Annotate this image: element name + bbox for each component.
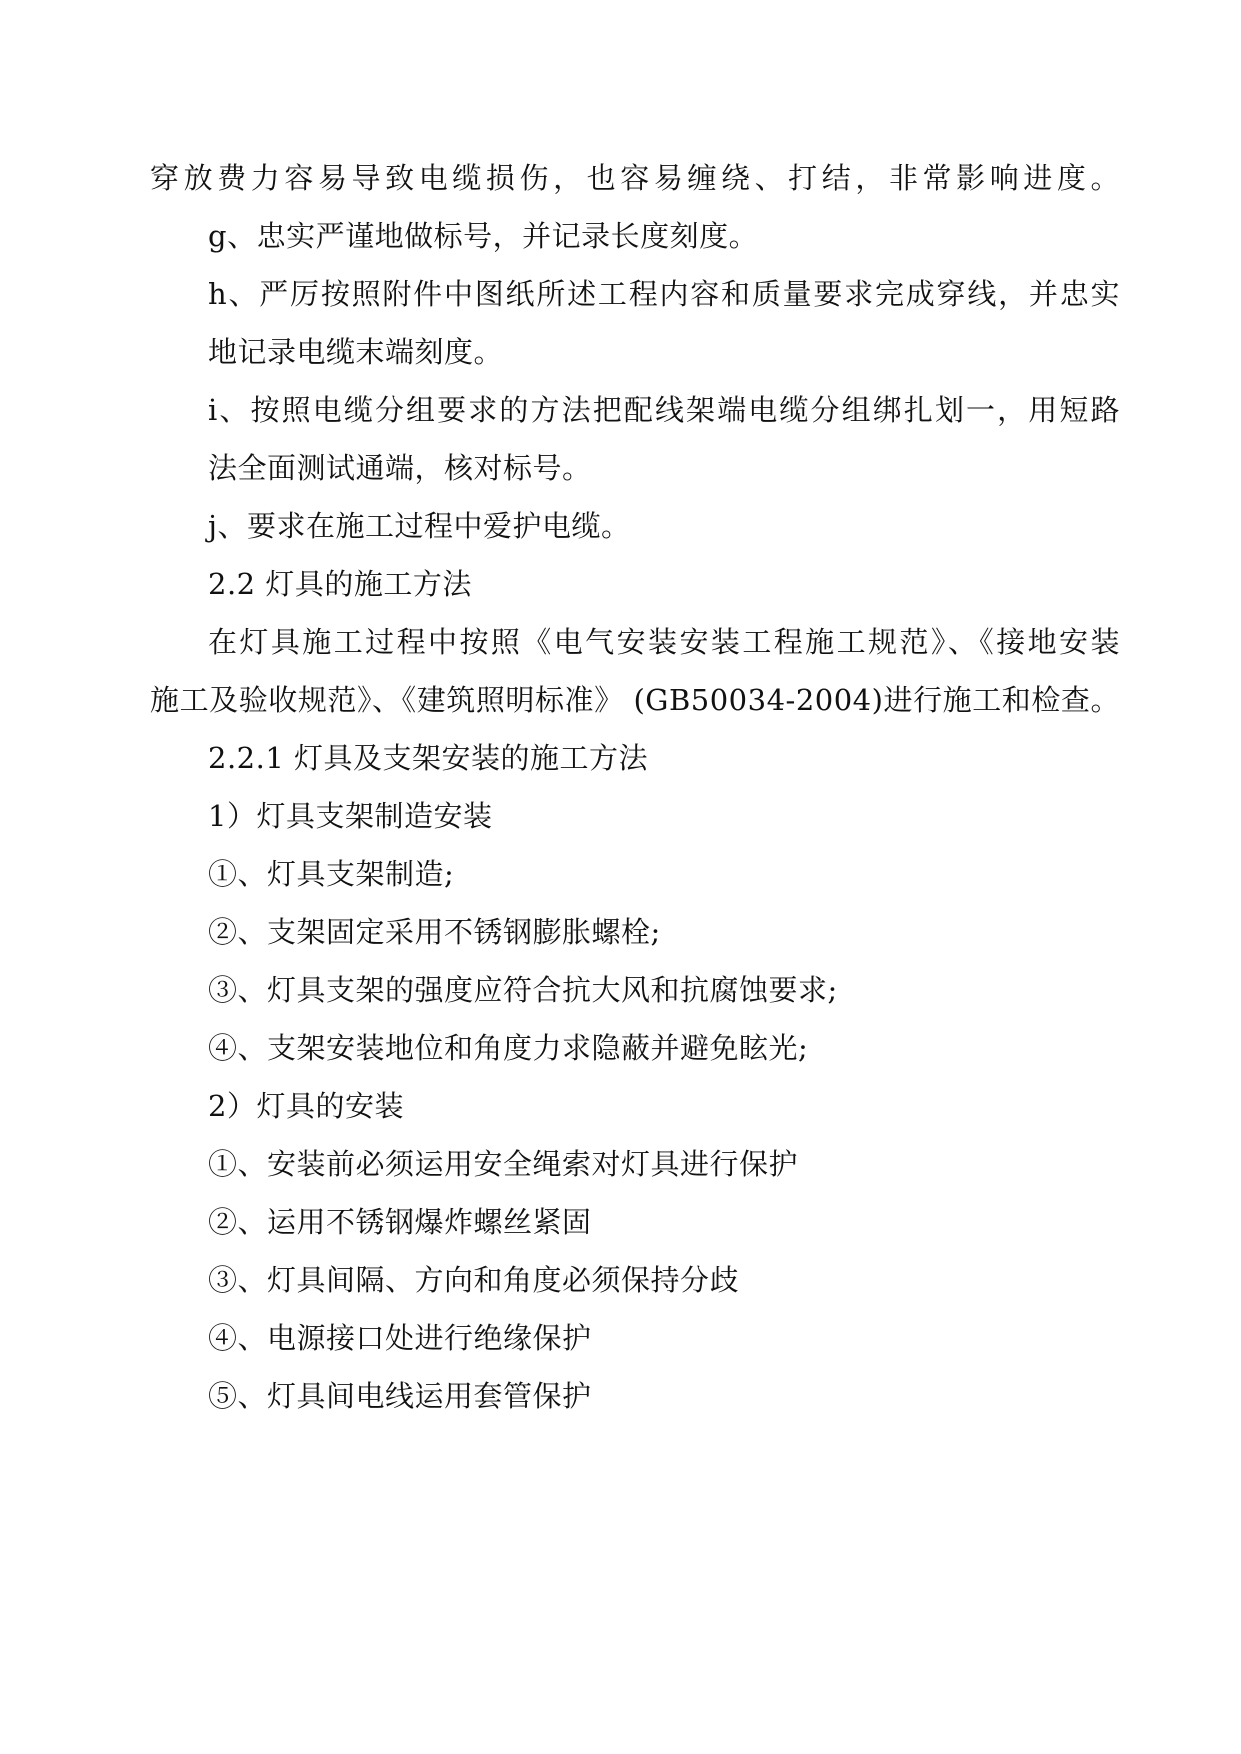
list-item-lamp-2: ②、运用不锈钢爆炸螺丝紧固 [208, 1205, 592, 1239]
list-item-1: ①、灯具支架制造; [208, 857, 455, 891]
list-item-i: i、按照电缆分组要求的方法把配线架端电缆分组绑扎划一，用短路 [208, 393, 1120, 427]
list-item-i-continued: 法全面测试通端，核对标号。 [208, 451, 592, 485]
section-heading-2-2-1: 2.2.1 灯具及支架安装的施工方法 [208, 741, 649, 775]
list-item-3: ③、灯具支架的强度应符合抗大风和抗腐蚀要求; [208, 973, 838, 1007]
paragraph-standards: 在灯具施工过程中按照《电气安装安装工程施工规范》、《接地安装 [208, 625, 1120, 659]
section-heading-2-2: 2.2 灯具的施工方法 [208, 567, 472, 601]
subheading-lamp-install: 2）灯具的安装 [208, 1089, 404, 1123]
list-item-4: ④、支架安装地位和角度力求隐蔽并避免眩光; [208, 1031, 809, 1065]
list-item-g: g、忠实严谨地做标号，并记录长度刻度。 [208, 219, 759, 253]
list-item-lamp-1: ①、安装前必须运用安全绳索对灯具进行保护 [208, 1147, 799, 1181]
paragraph-standards-continued: 施工及验收规范》、《建筑照明标准》 (GB50034-2004)进行施工和检查。 [150, 683, 1120, 717]
list-item-j: j、要求在施工过程中爱护电缆。 [208, 509, 631, 543]
list-item-lamp-5: ⑤、灯具间电线运用套管保护 [208, 1379, 592, 1413]
list-item-h: h、严厉按照附件中图纸所述工程内容和质量要求完成穿线，并忠实 [208, 277, 1120, 311]
paragraph-line-1: 穿放费力容易导致电缆损伤，也容易缠绕、打结，非常影响进度。 [150, 161, 1120, 195]
list-item-lamp-4: ④、电源接口处进行绝缘保护 [208, 1321, 592, 1355]
list-item-2: ②、支架固定采用不锈钢膨胀螺栓; [208, 915, 661, 949]
list-item-lamp-3: ③、灯具间隔、方向和角度必须保持分歧 [208, 1263, 740, 1297]
subheading-bracket-install: 1）灯具支架制造安装 [208, 799, 493, 833]
list-item-h-continued: 地记录电缆末端刻度。 [208, 335, 504, 369]
